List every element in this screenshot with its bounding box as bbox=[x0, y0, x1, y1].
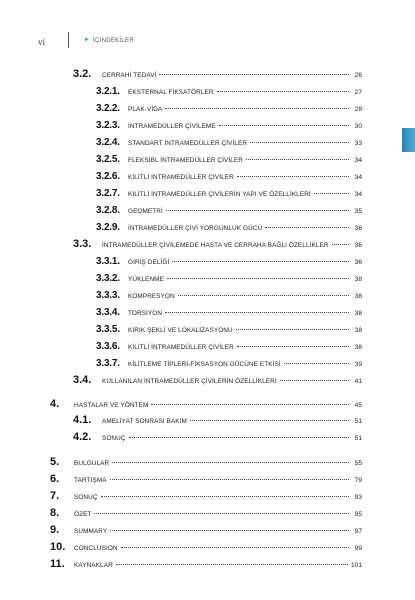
toc-entry[interactable] bbox=[73, 374, 362, 387]
toc-leader-dots bbox=[112, 456, 349, 463]
toc-entry[interactable] bbox=[50, 456, 362, 469]
toc-entry-page: 34 bbox=[354, 191, 362, 198]
toc-entry-page: 38 bbox=[354, 344, 362, 351]
toc-entry-page: 99 bbox=[354, 545, 362, 552]
toc-entry-page: 38 bbox=[354, 293, 362, 300]
toc-entry[interactable] bbox=[96, 153, 362, 166]
toc-leader-dots bbox=[172, 255, 349, 262]
toc-entry[interactable] bbox=[50, 558, 362, 571]
toc-entry-number: 10. bbox=[50, 541, 66, 553]
toc-entry[interactable] bbox=[96, 170, 362, 183]
toc-entry[interactable] bbox=[96, 340, 362, 353]
toc-entry-title: İNTRAMEDÜLLER ÇİVİLEMEDE HASTA VE CERRAHA BAĞLI ÖZELLİKLER bbox=[102, 242, 329, 249]
toc-leader-dots bbox=[314, 187, 349, 194]
toc-leader-dots bbox=[284, 357, 349, 364]
toc-entry-title: SONUÇ bbox=[102, 435, 126, 442]
toc-entry-page: 34 bbox=[354, 157, 362, 164]
toc-entry-number: 3.2.1. bbox=[96, 86, 120, 97]
toc-entry-title: İNTRAMEDÜLLER ÇİVİ YORGUNLUK GÜCÜ bbox=[128, 225, 263, 232]
toc-leader-dots bbox=[178, 289, 349, 296]
toc-entry-page: 38 bbox=[354, 310, 362, 317]
toc-entry-title: KAYNAKLAR bbox=[74, 562, 113, 569]
toc-entry[interactable] bbox=[73, 238, 362, 251]
toc-entry-number: 6. bbox=[50, 473, 60, 485]
toc-entry-number: 4. bbox=[50, 398, 60, 410]
toc-entry-number: 3.2.6. bbox=[96, 171, 120, 182]
toc-leader-dots bbox=[166, 204, 349, 211]
toc-entry[interactable] bbox=[96, 272, 362, 285]
toc-entry-title: AMELİYAT SONRASI BAKIM bbox=[102, 418, 187, 425]
toc-entry-title: PLAK-VİDA bbox=[128, 106, 163, 113]
toc-entry-number: 3.2.8. bbox=[96, 205, 120, 216]
toc-entry-page: 38 bbox=[354, 276, 362, 283]
toc-entry[interactable] bbox=[96, 102, 362, 115]
toc-leader-dots bbox=[237, 340, 349, 347]
toc-entry-title: STANDART İNTRAMEDÜLLER ÇİVİLER bbox=[128, 140, 248, 147]
toc-entry[interactable] bbox=[96, 255, 362, 268]
toc-leader-dots bbox=[110, 524, 349, 531]
toc-entry-page: 79 bbox=[354, 477, 362, 484]
toc-leader-dots bbox=[250, 136, 349, 143]
toc-leader-dots bbox=[165, 306, 349, 313]
toc-entry-page: 55 bbox=[354, 460, 362, 467]
toc-entry[interactable] bbox=[50, 524, 362, 537]
toc-entry[interactable] bbox=[96, 357, 362, 370]
toc-entry-page: 101 bbox=[350, 562, 362, 569]
toc-entry-title: ÖZET bbox=[74, 511, 92, 518]
toc-entry[interactable] bbox=[96, 204, 362, 217]
toc-leader-dots bbox=[332, 238, 349, 245]
toc-entry-number: 4.1. bbox=[73, 414, 92, 426]
toc-entry-page: 45 bbox=[354, 402, 362, 409]
toc-entry-title: CERRAHİ TEDAVİ bbox=[102, 72, 157, 79]
toc-leader-dots bbox=[101, 490, 349, 497]
toc-entry-title: KULLANILAN İNTRAMEDÜLLER ÇİVİLERİN ÖZELLİKLERİ bbox=[102, 378, 277, 385]
toc-entry-title: İNTRAMEDÜLLER ÇİVİLEME bbox=[128, 123, 216, 130]
toc-entry-number: 11. bbox=[50, 558, 65, 570]
toc-entry-page: 51 bbox=[354, 418, 362, 425]
toc-entry-number: 3.2.5. bbox=[96, 154, 120, 165]
toc-entry-title: KOMPRESYON bbox=[128, 293, 175, 300]
toc-leader-dots bbox=[121, 541, 349, 548]
toc-entry-page: 51 bbox=[354, 435, 362, 442]
toc-leader-dots bbox=[217, 85, 349, 92]
toc-entry-title: TARTIŞMA bbox=[74, 477, 107, 484]
toc-leader-dots bbox=[94, 507, 349, 514]
toc-entry-title: SONUÇ bbox=[74, 494, 98, 501]
toc-entry-number: 9. bbox=[50, 524, 60, 536]
toc-entry-page: 26 bbox=[354, 72, 362, 79]
toc-entry-title: FLEKSİBL İNTRAMEDÜLLER ÇİVİLER bbox=[128, 157, 243, 164]
toc-entry-title: KİLİTLİ İNTRAMEDÜLLER ÇİVİLERİN YAPI VE ÖZELLİKLERİ bbox=[128, 191, 311, 198]
toc-leader-dots bbox=[237, 170, 349, 177]
toc-leader-dots bbox=[265, 221, 349, 228]
toc-entry[interactable] bbox=[73, 414, 362, 427]
toc-entry-title: GEOMETRİ bbox=[128, 208, 163, 215]
toc-entry[interactable] bbox=[73, 68, 362, 81]
toc-entry[interactable] bbox=[50, 398, 362, 411]
toc-leader-dots bbox=[116, 558, 348, 565]
toc-entry-page: 95 bbox=[354, 511, 362, 518]
toc-entry-number: 3.2. bbox=[73, 68, 92, 80]
toc-entry[interactable] bbox=[96, 85, 362, 98]
toc-entry-title: KIRIK ŞEKLİ VE LOKALİZASYONU bbox=[128, 327, 233, 334]
toc-entry-number: 3.3.4. bbox=[96, 307, 120, 318]
page-number: vi bbox=[38, 37, 46, 47]
toc-entry[interactable] bbox=[50, 490, 362, 503]
toc-entry-number: 3.2.4. bbox=[96, 137, 120, 148]
toc-entry-page: 38 bbox=[354, 327, 362, 334]
toc-entry-page: 36 bbox=[354, 259, 362, 266]
toc-entry-number: 3.4. bbox=[73, 374, 92, 386]
toc-leader-dots bbox=[165, 102, 349, 109]
toc-entry[interactable] bbox=[50, 507, 362, 520]
toc-entry[interactable] bbox=[96, 136, 362, 149]
toc-leader-dots bbox=[159, 68, 349, 75]
toc-entry[interactable] bbox=[96, 221, 362, 234]
arrow-icon: ► bbox=[84, 37, 90, 43]
toc-entry-number: 3.3. bbox=[73, 238, 92, 250]
toc-entry-number: 3.2.2. bbox=[96, 103, 120, 114]
toc-leader-dots bbox=[110, 473, 349, 480]
toc-entry-title: KİLİTLEME TİPLERİ-FİKSASYON GÜCÜNE ETKİSİ bbox=[128, 361, 281, 368]
toc-entry-number: 3.3.2. bbox=[96, 273, 120, 284]
toc-entry-title: HASTALAR VE YÖNTEM bbox=[74, 402, 149, 409]
toc-entry-page: 41 bbox=[354, 378, 362, 385]
toc-entry[interactable] bbox=[96, 119, 362, 132]
toc-entry-page: 35 bbox=[354, 208, 362, 215]
toc-entry-title: KİLİTLİ İNTRAMEDÜLLER ÇİVİLER bbox=[128, 344, 234, 351]
toc-entry[interactable] bbox=[73, 431, 362, 444]
toc-entry-title: EKSTERNAL FİKSATÖRLER bbox=[128, 89, 214, 96]
toc-entry-page: 36 bbox=[354, 242, 362, 249]
toc-entry-number: 7. bbox=[50, 490, 60, 502]
toc-leader-dots bbox=[167, 272, 349, 279]
toc-leader-dots bbox=[129, 431, 349, 438]
toc-entry-page: 39 bbox=[354, 361, 362, 368]
toc-entry-number: 4.2. bbox=[73, 431, 92, 443]
toc-entry[interactable] bbox=[96, 306, 362, 319]
toc-entry-number: 3.3.7. bbox=[96, 358, 120, 369]
toc-entry-page: 34 bbox=[354, 174, 362, 181]
toc-entry-title: GİRİŞ DELİĞİ bbox=[128, 259, 170, 266]
toc-entry-number: 3.2.7. bbox=[96, 188, 120, 199]
toc-leader-dots bbox=[280, 374, 349, 381]
toc-entry-number: 5. bbox=[50, 456, 60, 468]
toc-entry-page: 33 bbox=[354, 140, 362, 147]
toc-entry[interactable] bbox=[96, 187, 362, 200]
toc-entry-number: 3.3.6. bbox=[96, 341, 120, 352]
toc-entry-number: 3.2.3. bbox=[96, 120, 120, 131]
toc-leader-dots bbox=[190, 414, 349, 421]
toc-entry[interactable] bbox=[96, 323, 362, 336]
toc-entry-title: YÜKLENME bbox=[128, 276, 164, 283]
toc-entry-page: 36 bbox=[354, 225, 362, 232]
toc-entry-page: 27 bbox=[354, 89, 362, 96]
toc-entry-title: TORSİYON bbox=[128, 310, 163, 317]
toc-entry-number: 8. bbox=[50, 507, 60, 519]
toc-leader-dots bbox=[219, 119, 349, 126]
toc-entry-page: 30 bbox=[354, 123, 362, 130]
toc-entry-page: 97 bbox=[354, 528, 362, 535]
toc-entry-number: 3.3.5. bbox=[96, 324, 120, 335]
toc-entry[interactable] bbox=[50, 541, 362, 554]
toc-leader-dots bbox=[246, 153, 349, 160]
toc-entry-number: 3.3.1. bbox=[96, 256, 120, 267]
toc-entry[interactable] bbox=[96, 289, 362, 302]
toc-entry-page: 93 bbox=[354, 494, 362, 501]
toc-entry[interactable] bbox=[50, 473, 362, 486]
toc-leader-dots bbox=[236, 323, 349, 330]
toc-entry-title: BULGULAR bbox=[74, 460, 110, 467]
toc-entry-number: 3.3.3. bbox=[96, 290, 120, 301]
toc-entry-title: SUMMARY bbox=[74, 528, 108, 535]
toc-entry-page: 28 bbox=[354, 106, 362, 113]
header-section-title: İÇİNDEKİLER bbox=[93, 38, 134, 44]
toc-entry-title: CONCLUSION bbox=[74, 545, 118, 552]
toc-leader-dots bbox=[151, 398, 349, 405]
toc-entry-number: 3.2.9. bbox=[96, 222, 120, 233]
toc-entry-title: KİLİTLİ İNTRAMEDÜLLER ÇİVİLER bbox=[128, 174, 234, 181]
